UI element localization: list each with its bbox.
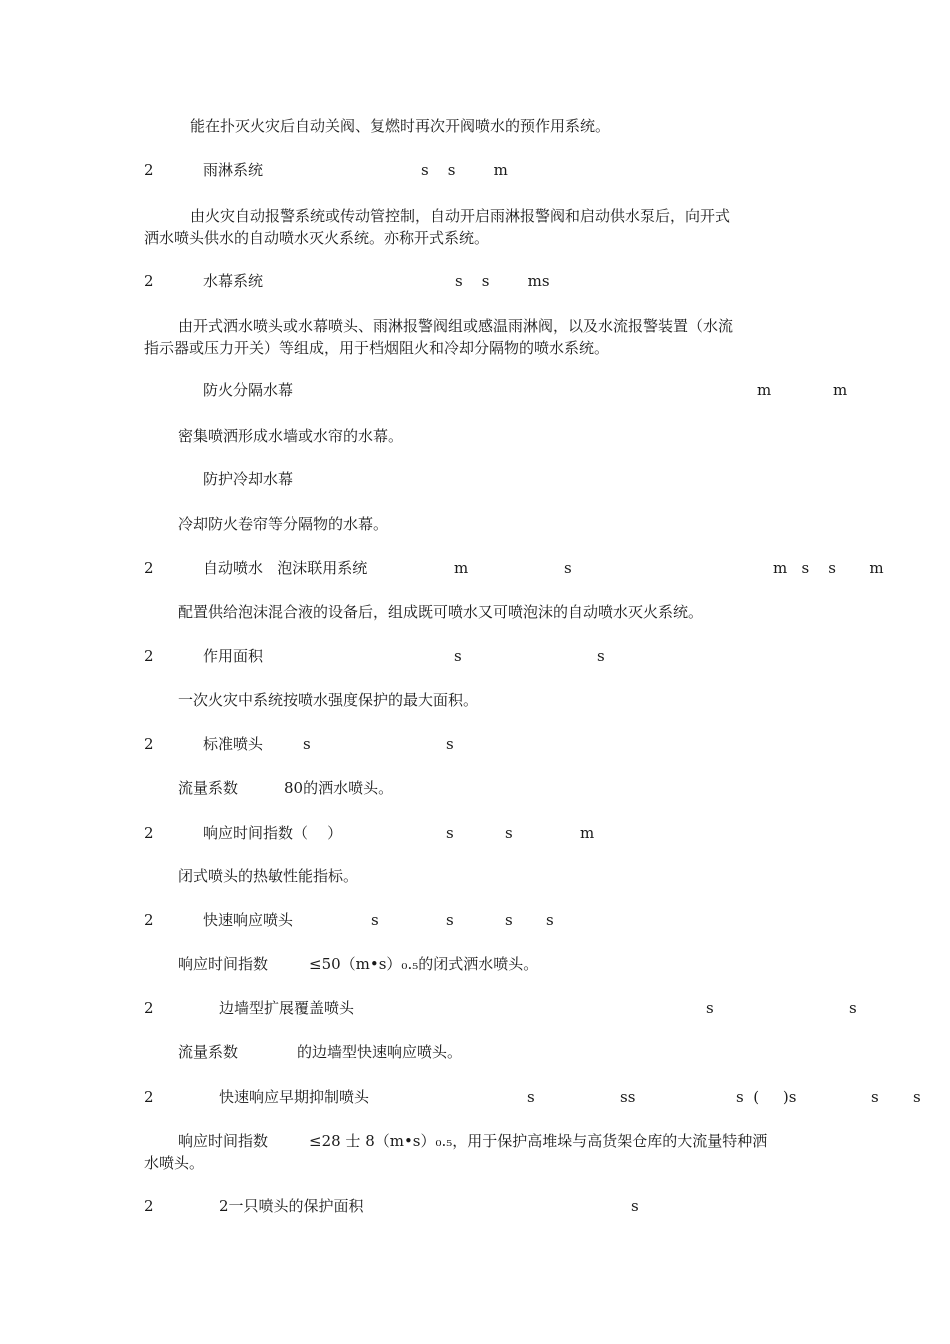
english-fragment: s ( )s [736,1088,797,1106]
text-line: 冷却防火卷帘等分隔物的水幕。 [178,515,389,533]
english-fragment: s [303,735,311,753]
section-number: 2 [144,824,154,842]
section-number: 2 [144,1088,154,1106]
english-fragment: s [446,911,454,929]
text-line: 流量系数 [178,779,239,797]
english-fragment: s [849,999,857,1017]
text-line: 由开式洒水喷头或水幕喷头、雨淋报警阀组或感温雨淋阀，以及水流报警装置（水流 [178,317,734,335]
text-line: 闭式喷头的热敏性能指标。 [178,867,359,885]
section-number: 2 [144,272,154,290]
english-fragment: s [597,647,605,665]
english-fragment: s [546,911,554,929]
text-line: 的边墙型快速响应喷头。 [297,1043,463,1061]
english-fragment: s [454,647,462,665]
section-number: 2 [144,735,154,753]
text-line: 响应时间指数 [178,1132,269,1150]
section-number: 2 [144,161,154,179]
section-number: 2 [144,559,154,577]
term-heading: 2一只喷头的保护面积 [219,1197,364,1215]
text-line: 响应时间指数 [178,955,269,973]
english-fragment: s [446,735,454,753]
english-fragment: s s m [421,161,508,179]
text-line: 密集喷洒形成水墙或水帘的水幕。 [178,427,404,445]
text-line: 一次火灾中系统按喷水强度保护的最大面积。 [178,691,479,709]
text-line: 洒水喷头供水的自动喷水灭火系统。亦称开式系统。 [144,229,490,247]
text-line: 指示器或压力开关）等组成，用于档烟阻火和冷却分隔物的喷水系统。 [144,339,610,357]
term-heading: 标准喷头 [203,735,264,753]
english-fragment: s s ms [455,272,550,290]
english-fragment: s [913,1088,921,1106]
term-heading: 水幕系统 [203,272,264,290]
text-line: 由火灾自动报警系统或传动管控制，自动开启雨淋报警阀和启动供水泵后，向开式 [190,207,731,225]
section-number: 2 [144,1197,154,1215]
english-fragment: s [505,824,513,842]
english-fragment: s [631,1197,639,1215]
term-heading: 自动喷水 泡沫联用系统 [203,559,368,577]
term-heading: 快速响应早期抑制喷头 [219,1088,370,1106]
term-heading: 边墙型扩展覆盖喷头 [219,999,355,1017]
english-fragment: m [454,559,469,577]
text-line: 流量系数 [178,1043,239,1061]
term-heading: 防火分隔水幕 [203,381,294,399]
english-fragment: m s s m [773,559,884,577]
section-number: 2 [144,911,154,929]
term-heading: 快速响应喷头 [203,911,294,929]
text-line: 80的洒水喷头。 [284,779,394,797]
text-line: ≤50（m•s）₀.₅的闭式洒水喷头。 [309,955,539,973]
section-number: 2 [144,999,154,1017]
term-heading: 防护冷却水幕 [203,470,294,488]
english-fragment: s [706,999,714,1017]
english-fragment: s [505,911,513,929]
english-fragment: s [564,559,572,577]
english-fragment: s [446,824,454,842]
term-heading: 作用面积 [203,647,264,665]
section-number: 2 [144,647,154,665]
text-line: 能在扑灭火灾后自动关阀、复燃时再次开阀喷水的预作用系统。 [190,117,611,135]
text-line: ≤28 士 8（m•s）₀.₅，用于保护高堆垛与高货架仓库的大流量特种洒 [309,1132,768,1150]
english-fragment: s [371,911,379,929]
english-fragment: m [833,381,848,399]
term-heading: 响应时间指数（ ） [203,824,343,842]
english-fragment: s [871,1088,879,1106]
english-fragment: ss [620,1088,636,1106]
text-line: 配置供给泡沫混合液的设备后，组成既可喷水又可喷泡沫的自动喷水灭火系统。 [178,603,704,621]
english-fragment: s [527,1088,535,1106]
term-heading: 雨淋系统 [203,161,264,179]
english-fragment: m [757,381,772,399]
english-fragment: m [580,824,595,842]
text-line: 水喷头。 [144,1154,205,1172]
